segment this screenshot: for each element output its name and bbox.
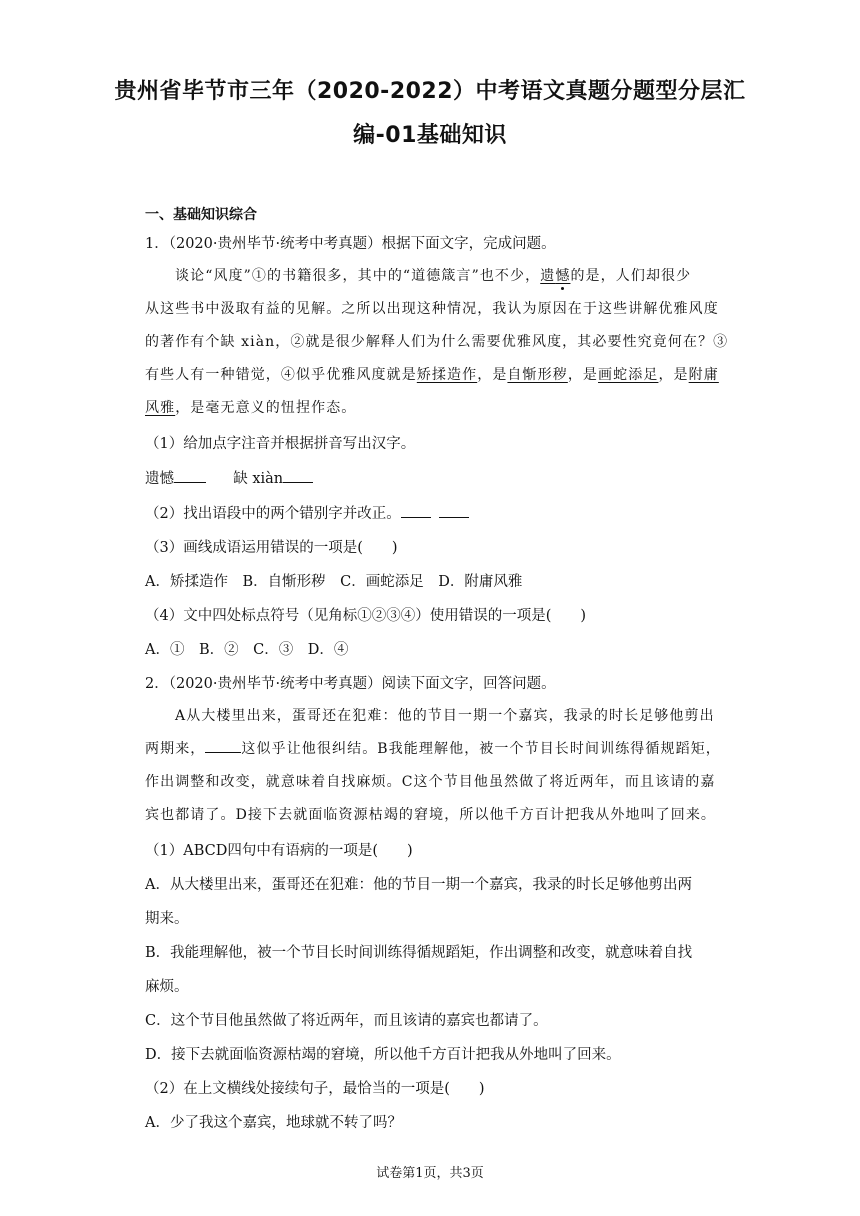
q1-dotted-char: 憾 [555,268,571,284]
answer-blank-1[interactable] [174,468,206,483]
q1-sub-2: （2）找出语段中的两个错别字并改正。 [145,502,469,523]
fill-2-label: 缺 xiàn [233,471,284,487]
q2-option-b-line-2: 麻烦。 [145,979,189,995]
q1-passage-line-4: 有些人有一种错觉，④似乎优雅风度就是矫揉造作，是自惭形秽，是画蛇添足，是附庸 [145,367,719,383]
idiom-c: 画蛇添足 [598,367,659,383]
document-title-line-2: 编-01基础知识 [353,123,507,148]
page-footer: 试卷第1页，共3页 [376,1166,484,1181]
answer-blank-2[interactable] [283,468,313,483]
q1-passage-line-1: 谈论“风度”①的书籍很多，其中的“道德箴言”也不少，遗憾的是，人们却很少 [175,268,692,284]
q1-dotted-word: 遗憾 [540,268,571,284]
q2-passage-line-2: 两期来， 这似乎让他很纠结。B我能理解他，被一个节目长时间训练得循规蹈矩， [145,738,721,758]
q2-option-d: D．接下去就面临资源枯竭的窘境，所以他千方百计把我从外地叫了回来。 [145,1047,621,1063]
q1-sub-3-options: A．矫揉造作 B．自惭形秽 C．画蛇添足 D．附庸风雅 [145,574,523,590]
answer-blank-4[interactable] [439,503,469,518]
q2-sub-2: （2）在上文横线处接续句子，最恰当的一项是( ) [145,1081,485,1097]
q1-sub-4: （4）文中四处标点符号（见角标①②③④）使用错误的一项是( ) [145,608,587,624]
q2-option-a-line-2: 期来。 [145,911,189,927]
q2-passage-line-1: A从大楼里出来，蛋哥还在犯难：他的节目一期一个嘉宾，我录的时长足够他剪出 [175,708,715,724]
section-heading: 一、基础知识综合 [145,207,257,223]
q2-option-b-line-1: B．我能理解他，被一个节目长时间训练得循规蹈矩，作出调整和改变，就意味着自找 [145,945,693,961]
idiom-d-part-2: 风雅 [145,400,176,416]
question-1-stem: 1．（2020·贵州毕节·统考中考真题）根据下面文字，完成问题。 [145,236,556,252]
q2-sub-2-option-a: A．少了我这个嘉宾，地球就不转了吗？ [145,1115,402,1131]
q2-passage-line-4: 宾也都请了。D接下去就面临资源枯竭的窘境，所以他千方百计把我从外地叫了回来。 [145,807,717,823]
document-title-line-1: 贵州省毕节市三年（2020-2022）中考语文真题分题型分层汇 [114,79,746,104]
idiom-b: 自惭形秽 [507,367,568,383]
fill-1-label: 遗憾 [145,471,174,487]
passage-blank[interactable] [205,738,241,753]
q1-sub-3: （3）画线成语运用错误的一项是( ) [145,540,398,556]
q1-passage-line-2: 从这些书中汲取有益的见解。之所以出现这种情况，我认为原因在于这些讲解优雅风度 [145,301,719,317]
idiom-d-part-1: 附庸 [688,367,719,383]
idiom-a: 矫揉造作 [416,367,478,383]
answer-blank-3[interactable] [401,503,431,518]
q1-passage-line-3: 的著作有个缺 xiàn，②就是很少解释人们为什么需要优雅风度，其必要性究竟何在？③ [145,334,729,350]
q1-fill-row [145,467,313,488]
q2-passage-line-3: 作出调整和改变，就意味着自找麻烦。C这个节目他虽然做了将近两年，而且该请的嘉 [145,774,716,790]
q2-option-c: C．这个节目他虽然做了将近两年，而且该请的嘉宾也都请了。 [145,1013,548,1029]
question-2-stem: 2．（2020·贵州毕节·统考中考真题）阅读下面文字，回答问题。 [145,676,556,692]
q2-sub-1: （1）ABCD四句中有语病的一项是( ) [145,843,413,859]
q1-sub-1: （1）给加点字注音并根据拼音写出汉字。 [145,436,416,452]
q1-passage-line-5: 风雅，是毫无意义的忸捏作态。 [145,400,357,416]
q1-sub-4-options: A．① B．② C．③ D．④ [145,642,349,658]
q2-option-a-line-1: A．从大楼里出来，蛋哥还在犯难：他的节目一期一个嘉宾，我录的时长足够他剪出两 [145,877,692,893]
